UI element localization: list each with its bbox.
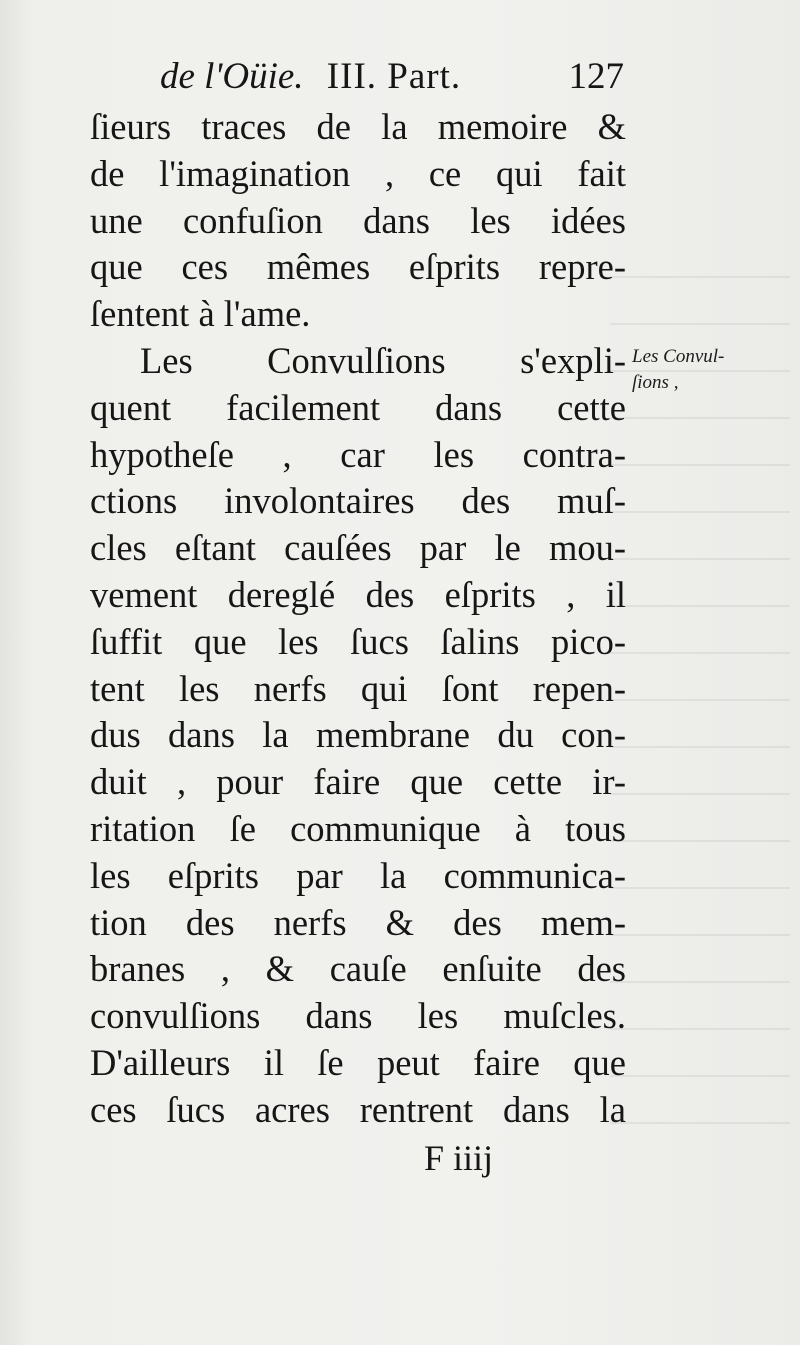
text-line: dus dans la membrane du con- bbox=[90, 714, 626, 756]
text-line: Les Convulſions s'expli- bbox=[140, 339, 626, 381]
running-header bbox=[160, 54, 630, 100]
text-line: les eſprits par la communica- bbox=[90, 854, 626, 896]
margin-note-line: ſions , bbox=[632, 372, 679, 393]
body-text bbox=[90, 104, 626, 1134]
header-part: III. Part. bbox=[326, 56, 462, 97]
text-line: vement dereglé des eſprits , il bbox=[90, 573, 626, 615]
signature-mark: F iiij bbox=[424, 1138, 494, 1178]
text-line: ritation ſe communique à tous bbox=[90, 807, 626, 849]
text-line: que ces mêmes eſprits repre- bbox=[90, 246, 626, 288]
margin-note-line: Les Convul- bbox=[632, 346, 725, 367]
text-line: de l'imagination , ce qui fait bbox=[90, 152, 626, 194]
text-line: branes , & cauſe enſuite des bbox=[90, 948, 626, 990]
margin-note bbox=[632, 344, 792, 396]
text-line: tent les nerfs qui ſont repen- bbox=[90, 667, 626, 709]
header-title: de l'Oüie. bbox=[160, 56, 304, 97]
text-line: duit , pour faire que cette ir- bbox=[90, 761, 626, 803]
text-line: ces ſucs acres rentrent dans la bbox=[90, 1088, 626, 1130]
text-line: ſieurs traces de la memoire & bbox=[90, 106, 626, 147]
text-line: ſentent à l'ame. bbox=[90, 293, 311, 335]
text-line: une confuſion dans les idées bbox=[90, 199, 626, 241]
text-line: ſuffit que les ſucs ſalins pico- bbox=[90, 620, 626, 662]
text-line: ctions involontaires des muſ- bbox=[90, 480, 626, 522]
text-line: tion des nerfs & des mem- bbox=[90, 901, 626, 943]
text-line: convulſions dans les muſcles. bbox=[90, 995, 626, 1037]
page-number: 127 bbox=[568, 56, 624, 97]
text-line: quent facilement dans cette bbox=[90, 386, 626, 428]
text-line: D'ailleurs il ſe peut faire que bbox=[90, 1041, 626, 1083]
text-line: hypotheſe , car les contra- bbox=[90, 433, 626, 475]
text-line: cles eſtant cauſées par le mou- bbox=[90, 527, 626, 569]
